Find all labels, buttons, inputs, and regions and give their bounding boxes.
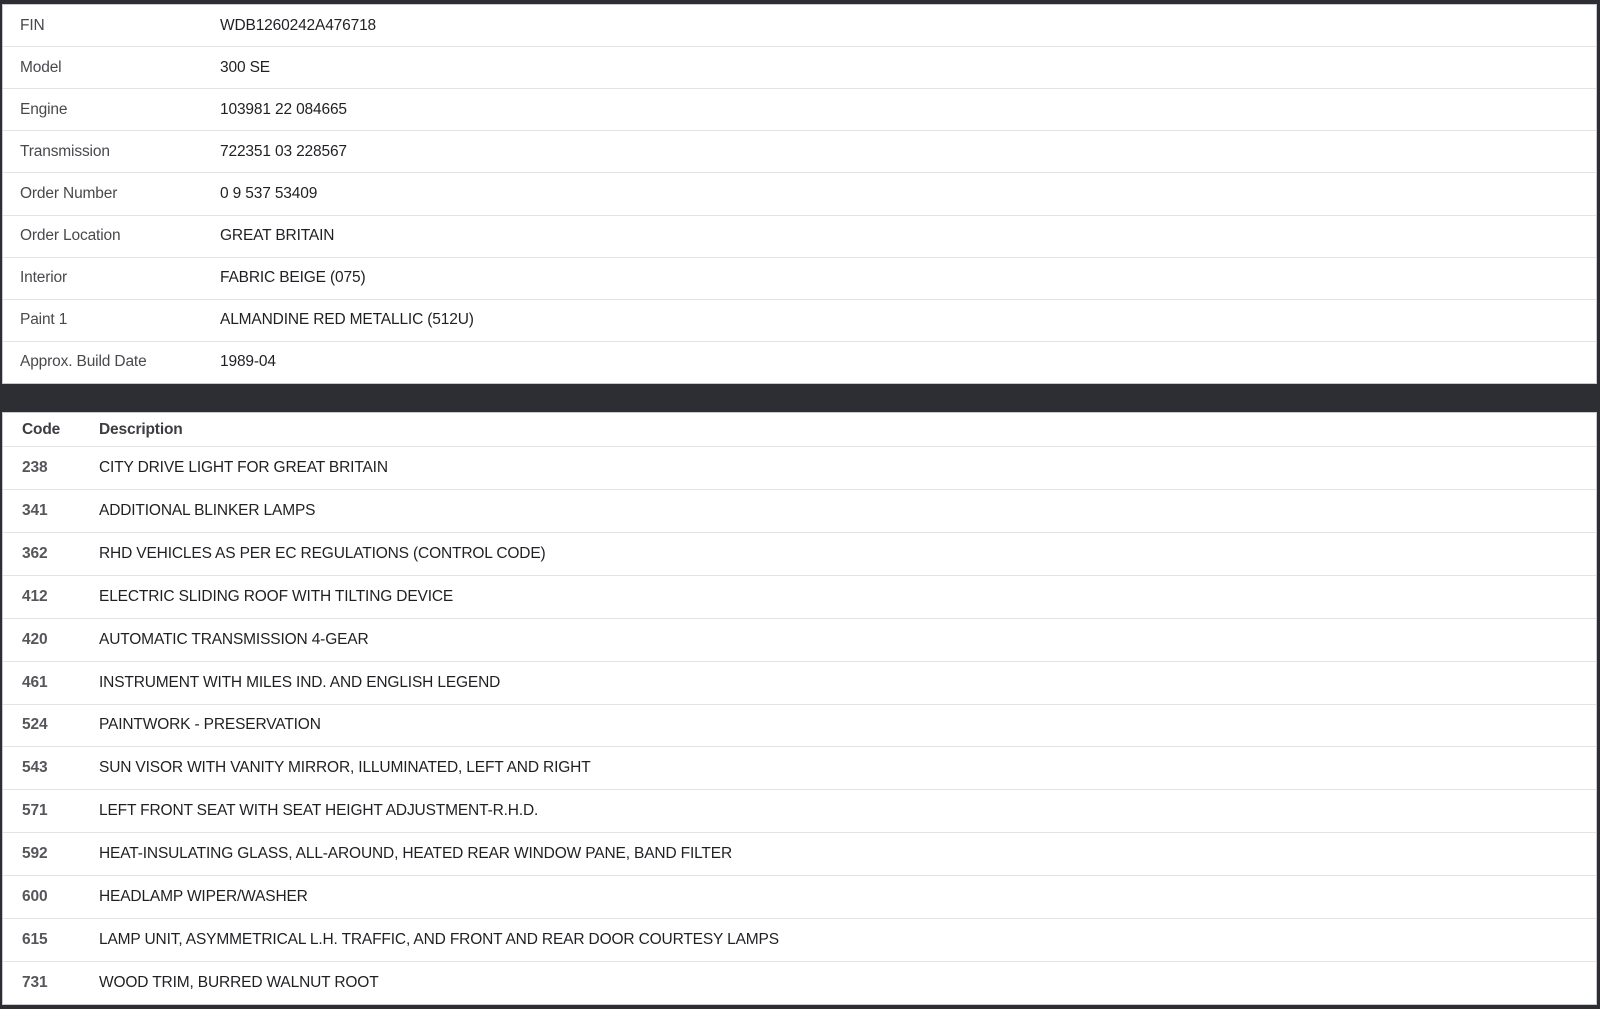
- option-row-461: [3, 661, 1596, 704]
- option-row-571: [3, 789, 1596, 832]
- option-row-238: [3, 446, 1596, 489]
- option-row-341: [3, 489, 1596, 532]
- option-description: WOOD TRIM, BURRED WALNUT ROOT: [99, 974, 379, 992]
- row-value: ALMANDINE RED METALLIC (512U): [220, 311, 474, 329]
- row-value: WDB1260242A476718: [220, 16, 377, 34]
- option-description: AUTOMATIC TRANSMISSION 4-GEAR: [99, 630, 369, 648]
- table-row-interior: [3, 257, 1596, 299]
- row-value: 0 9 537 53409: [220, 184, 318, 202]
- option-description: CITY DRIVE LIGHT FOR GREAT BRITAIN: [99, 458, 388, 476]
- option-row-615: [3, 918, 1596, 961]
- option-code: 615: [22, 931, 48, 949]
- row-value: GREAT BRITAIN: [220, 227, 335, 245]
- description-column-header: Description: [99, 420, 183, 438]
- row-label: Interior: [20, 269, 68, 287]
- option-description: INSTRUMENT WITH MILES IND. AND ENGLISH LEGEND: [99, 673, 501, 691]
- option-description: PAINTWORK - PRESERVATION: [99, 716, 321, 734]
- table-row-engine: [3, 88, 1596, 130]
- table-row-model: [3, 46, 1596, 88]
- option-row-420: [3, 618, 1596, 661]
- option-code: 362: [22, 544, 48, 562]
- option-description: SUN VISOR WITH VANITY MIRROR, ILLUMINATED, LEFT AND RIGHT: [99, 759, 591, 777]
- option-description: LAMP UNIT, ASYMMETRICAL L.H. TRAFFIC, AND FRONT AND REAR DOOR COURTESY LAMPS: [99, 931, 779, 949]
- row-value: 103981 22 084665: [220, 100, 347, 118]
- row-value: 300 SE: [220, 58, 270, 76]
- option-code: 461: [22, 673, 48, 691]
- row-label: Transmission: [20, 142, 110, 160]
- option-description: RHD VEHICLES AS PER EC REGULATIONS (CONTROL CODE): [99, 544, 546, 562]
- option-row-524: [3, 704, 1596, 747]
- row-label: Model: [20, 58, 62, 76]
- row-label: Order Number: [20, 184, 118, 202]
- option-row-592: [3, 832, 1596, 875]
- row-label: Order Location: [20, 227, 121, 245]
- row-value: 722351 03 228567: [220, 142, 347, 160]
- option-codes-table: [2, 412, 1597, 1005]
- table-row-transmission: [3, 130, 1596, 172]
- option-row-543: [3, 746, 1596, 789]
- row-value: 1989-04: [220, 353, 276, 371]
- option-code: 420: [22, 630, 48, 648]
- option-code: 571: [22, 802, 48, 820]
- option-code: 238: [22, 458, 48, 476]
- option-row-412: [3, 575, 1596, 618]
- option-description: ELECTRIC SLIDING ROOF WITH TILTING DEVICE: [99, 587, 454, 605]
- table-row-paint: [3, 299, 1596, 341]
- row-label: Approx. Build Date: [20, 353, 147, 371]
- option-code: 412: [22, 587, 48, 605]
- options-header-row: [3, 413, 1596, 446]
- row-label: Paint 1: [20, 311, 68, 329]
- option-code: 341: [22, 501, 48, 519]
- vehicle-info-table: [2, 4, 1597, 384]
- option-description: HEADLAMP WIPER/WASHER: [99, 888, 308, 906]
- option-description: HEAT-INSULATING GLASS, ALL-AROUND, HEATED REAR WINDOW PANE, BAND FILTER: [99, 845, 732, 863]
- table-row-order-location: [3, 215, 1596, 257]
- code-column-header: Code: [22, 420, 61, 438]
- table-divider: [2, 384, 1597, 412]
- option-code: 592: [22, 845, 48, 863]
- option-row-731: [3, 961, 1596, 1004]
- option-description: LEFT FRONT SEAT WITH SEAT HEIGHT ADJUSTMENT-R.H.D.: [99, 802, 539, 820]
- table-row-order-number: [3, 172, 1596, 214]
- option-row-600: [3, 875, 1596, 918]
- table-row-fin: [3, 5, 1596, 46]
- option-row-362: [3, 532, 1596, 575]
- option-code: 600: [22, 888, 48, 906]
- table-row-build-date: [3, 341, 1596, 383]
- row-label: Engine: [20, 100, 68, 118]
- option-code: 524: [22, 716, 48, 734]
- row-value: FABRIC BEIGE (075): [220, 269, 366, 287]
- row-label: FIN: [20, 16, 45, 34]
- option-code: 731: [22, 974, 48, 992]
- option-description: ADDITIONAL BLINKER LAMPS: [99, 501, 316, 519]
- option-code: 543: [22, 759, 48, 777]
